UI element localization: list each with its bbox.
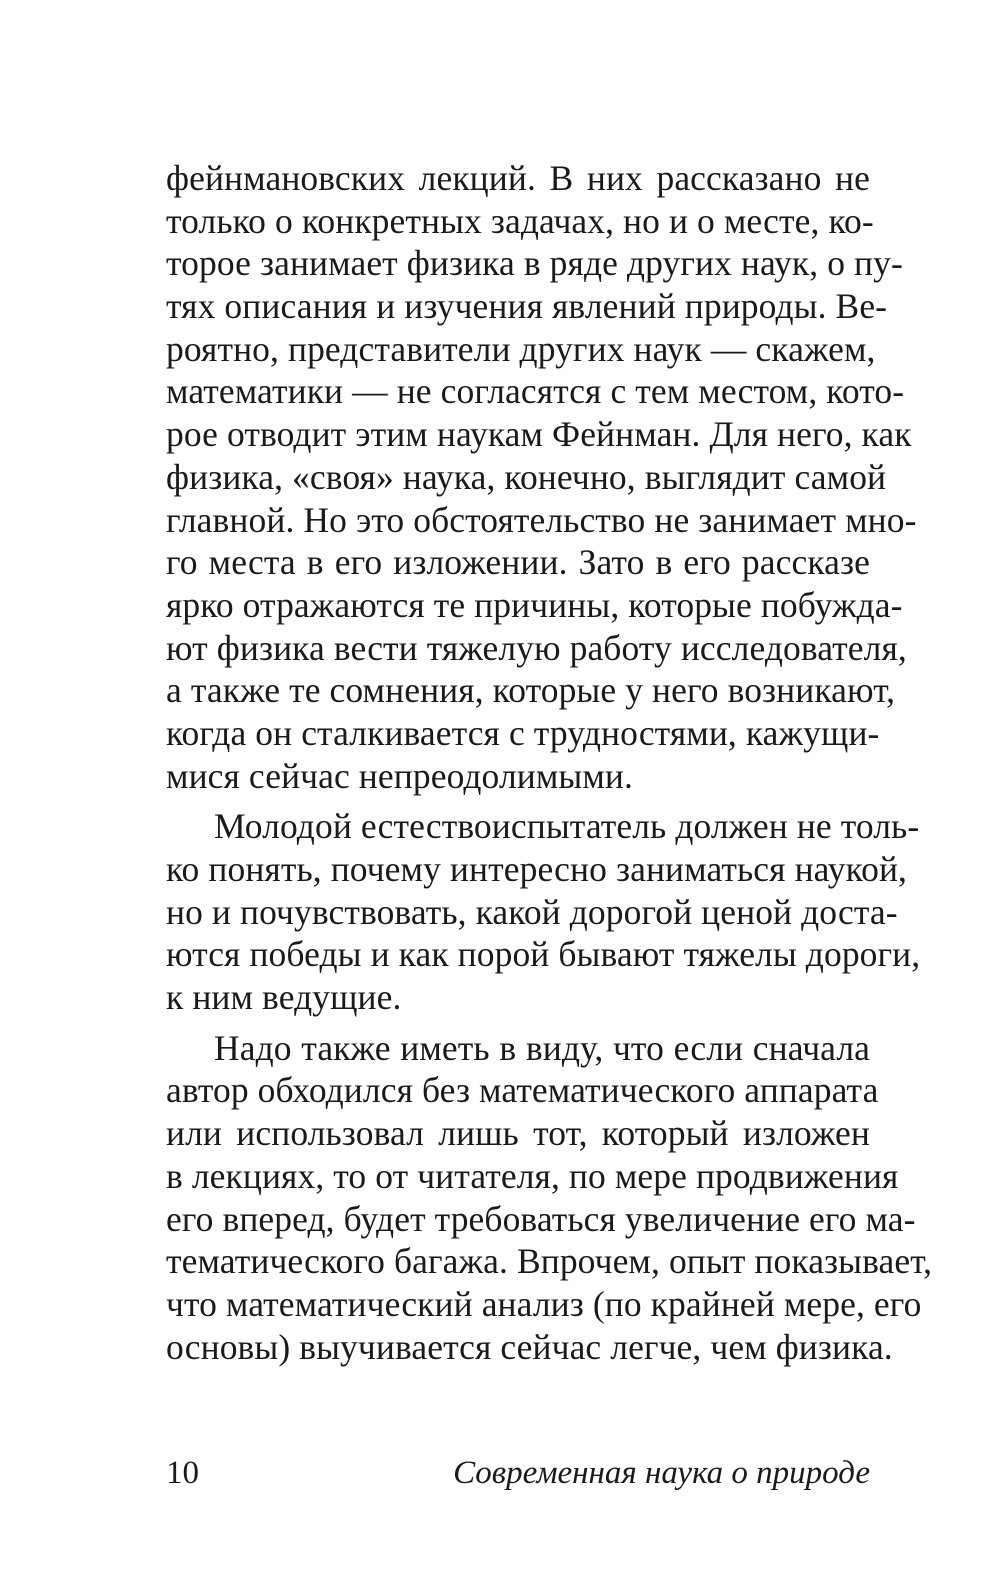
text-line: автор обходился без математического аппарата — [166, 1070, 879, 1111]
page-footer — [166, 1451, 870, 1495]
text-line: ярко отражаются те причины, которые побужда- — [166, 584, 903, 625]
text-line: основы) выучивается сейчас легче, чем физика. — [166, 1326, 893, 1367]
text-line: его вперед, будет требоваться увеличение его ма- — [166, 1198, 916, 1239]
text-line: рое отводит этим наукам Фейнман. Для него, как — [166, 414, 912, 455]
text-line: ются победы и как порой бывают тяжелы дороги, — [166, 934, 921, 975]
text-line: или использовал лишь тот, который изложен — [166, 1113, 870, 1154]
text-line: ко понять, почему интересно заниматься наукой, — [166, 849, 908, 889]
paragraph-1 — [166, 157, 917, 797]
paragraph-2 — [166, 805, 921, 1018]
page-number: 10 — [166, 1455, 199, 1491]
text-line: Надо также иметь в виду, что если сначала — [214, 1027, 870, 1068]
text-line: но и почувствовать, какой дорогой ценой доста- — [166, 891, 898, 932]
text-line: тематического багажа. Впрочем, опыт показывает, — [166, 1241, 933, 1282]
text-line: го места в его изложении. Зато в его рассказе — [166, 542, 870, 583]
text-line: фейнмановских лекций. В них рассказано не — [166, 158, 870, 198]
text-line: роятно, представители других наук — скажем, — [166, 328, 876, 369]
text-line: Молодой естествоиспытатель должен не толь- — [214, 806, 920, 847]
text-line: в лекциях, то от читателя, по мере продвижения — [166, 1155, 899, 1196]
text-line: только о конкретных задачах, но и о месте, ко- — [166, 200, 874, 241]
running-title: Современная наука о природе — [453, 1455, 870, 1491]
text-line: торое занимает физика в ряде других наук, о пу- — [166, 243, 903, 284]
text-line: а также те сомнения, которые у него возникают, — [166, 670, 896, 711]
text-line: главной. Но это обстоятельство не занимает мно- — [166, 499, 917, 540]
text-line: когда он сталкивается с трудностями, кажущи- — [166, 712, 880, 753]
paragraph-gap — [166, 797, 870, 805]
body-text — [166, 157, 933, 1368]
text-line: ют физика вести тяжелую работу исследователя, — [166, 627, 907, 668]
text-line: физика, «своя» наука, конечно, выглядит самой — [166, 456, 887, 497]
text-line: мися сейчас непреодолимыми. — [166, 755, 634, 796]
text-line: что математический анализ (по крайней мере, его — [166, 1283, 922, 1324]
text-line: математики — не согласятся с тем местом, кото- — [166, 371, 905, 412]
paragraph-3 — [166, 1027, 933, 1369]
text-line: тях описания и изучения явлений природы. Ве- — [166, 286, 888, 327]
paragraph-gap — [166, 1019, 870, 1027]
text-line: к ним ведущие. — [166, 977, 402, 1018]
